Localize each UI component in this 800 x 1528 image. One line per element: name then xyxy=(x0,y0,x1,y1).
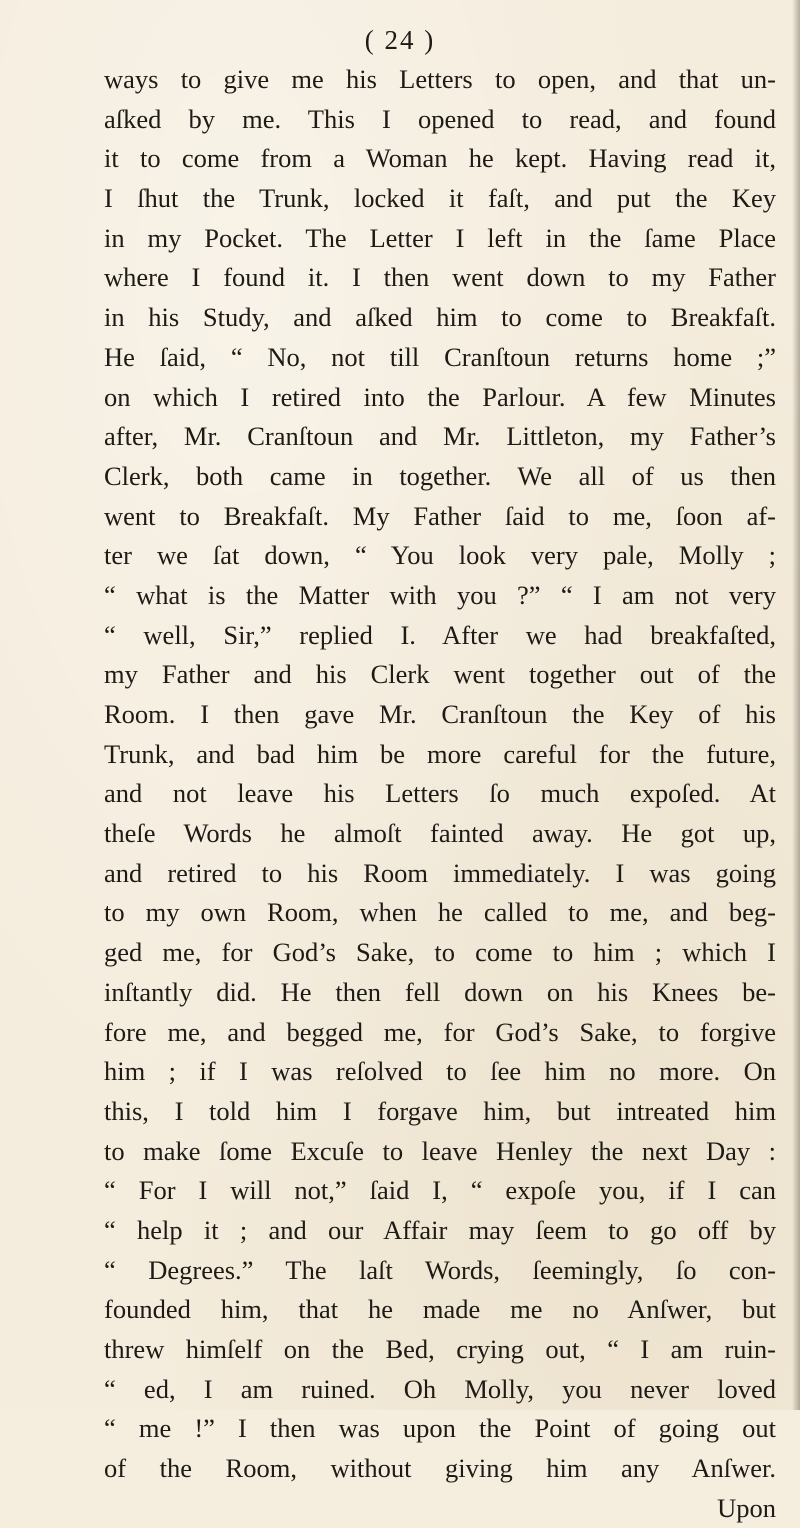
text-line: He ſaid, “ No, not till Cranſtoun returns home ;” xyxy=(104,341,776,372)
text-line: Clerk, both came in together. We all of us then xyxy=(104,460,776,491)
text-line: theſe Words he almoſt fainted away. He got up, xyxy=(104,818,776,849)
text-line: I ſhut the Trunk, locked it faſt, and put the Key xyxy=(104,183,776,214)
text-line: on which I retired into the Parlour. A few Minutes xyxy=(104,381,776,412)
text-line: founded him, that he made me no Anſwer, but xyxy=(104,1294,776,1325)
text-line: where I found it. I then went down to my Father xyxy=(104,262,776,293)
text-line: inſtantly did. He then fell down on his Knees be- xyxy=(104,976,776,1007)
text-line: him ; if I was reſolved to ſee him no more. On xyxy=(104,1056,776,1087)
text-line: went to Breakfaſt. My Father ſaid to me, ſoon af- xyxy=(104,500,776,531)
text-line: Trunk, and bad him be more careful for the future, xyxy=(104,738,776,769)
text-line: “ Degrees.” The laſt Words, ſeemingly, ſo con- xyxy=(104,1254,776,1285)
text-line: and retired to his Room immediately. I was going xyxy=(104,857,776,888)
page-edge-shadow xyxy=(792,0,800,1410)
text-line: my Father and his Clerk went together out of the xyxy=(104,659,776,690)
text-line: “ well, Sir,” replied I. After we had breakfaſted, xyxy=(104,619,776,650)
text-line: in his Study, and aſked him to come to Breakfaſt. xyxy=(104,302,776,333)
text-line: and not leave his Letters ſo much expoſed. At xyxy=(104,778,776,809)
text-line: after, Mr. Cranſtoun and Mr. Littleton, my Father’s xyxy=(104,421,776,452)
text-line: “ For I will not,” ſaid I, “ expoſe you, if I can xyxy=(104,1175,776,1206)
text-line: to my own Room, when he called to me, and beg- xyxy=(104,897,776,928)
text-line: ged me, for God’s Sake, to come to him ; which I xyxy=(104,937,776,968)
page-number: ( 24 ) xyxy=(364,25,436,55)
text-line: “ what is the Matter with you ?” “ I am not very xyxy=(104,579,776,610)
text-line: “ help it ; and our Affair may ſeem to go off by xyxy=(104,1214,776,1245)
text-line: ways to give me his Letters to open, and that un- xyxy=(104,64,776,94)
text-line: fore me, and begged me, for God’s Sake, to forgive xyxy=(104,1016,776,1047)
text-line: threw himſelf on the Bed, crying out, “ I am ruin- xyxy=(104,1334,776,1364)
text-line: “ ed, I am ruined. Oh Molly, you never loved xyxy=(104,1373,776,1404)
catchword: Upon xyxy=(717,1492,776,1523)
text-line: ter we ſat down, “ You look very pale, Molly ; xyxy=(104,540,776,571)
text-line: of the Room, without giving him any Anſwer. xyxy=(104,1453,776,1484)
text-line: “ me !” I then was upon the Point of going out xyxy=(104,1413,776,1444)
text-line: this, I told him I forgave him, but intreated him xyxy=(104,1095,776,1126)
text-line: it to come from a Woman he kept. Having read it, xyxy=(104,143,776,174)
text-line: to make ſome Excuſe to leave Henley the next Day : xyxy=(104,1135,776,1166)
text-line: Room. I then gave Mr. Cranſtoun the Key of his xyxy=(104,699,776,729)
text-line: aſked by me. This I opened to read, and found xyxy=(104,103,776,134)
text-line: in my Pocket. The Letter I left in the ſame Place xyxy=(104,222,776,253)
body-text xyxy=(104,60,776,1528)
